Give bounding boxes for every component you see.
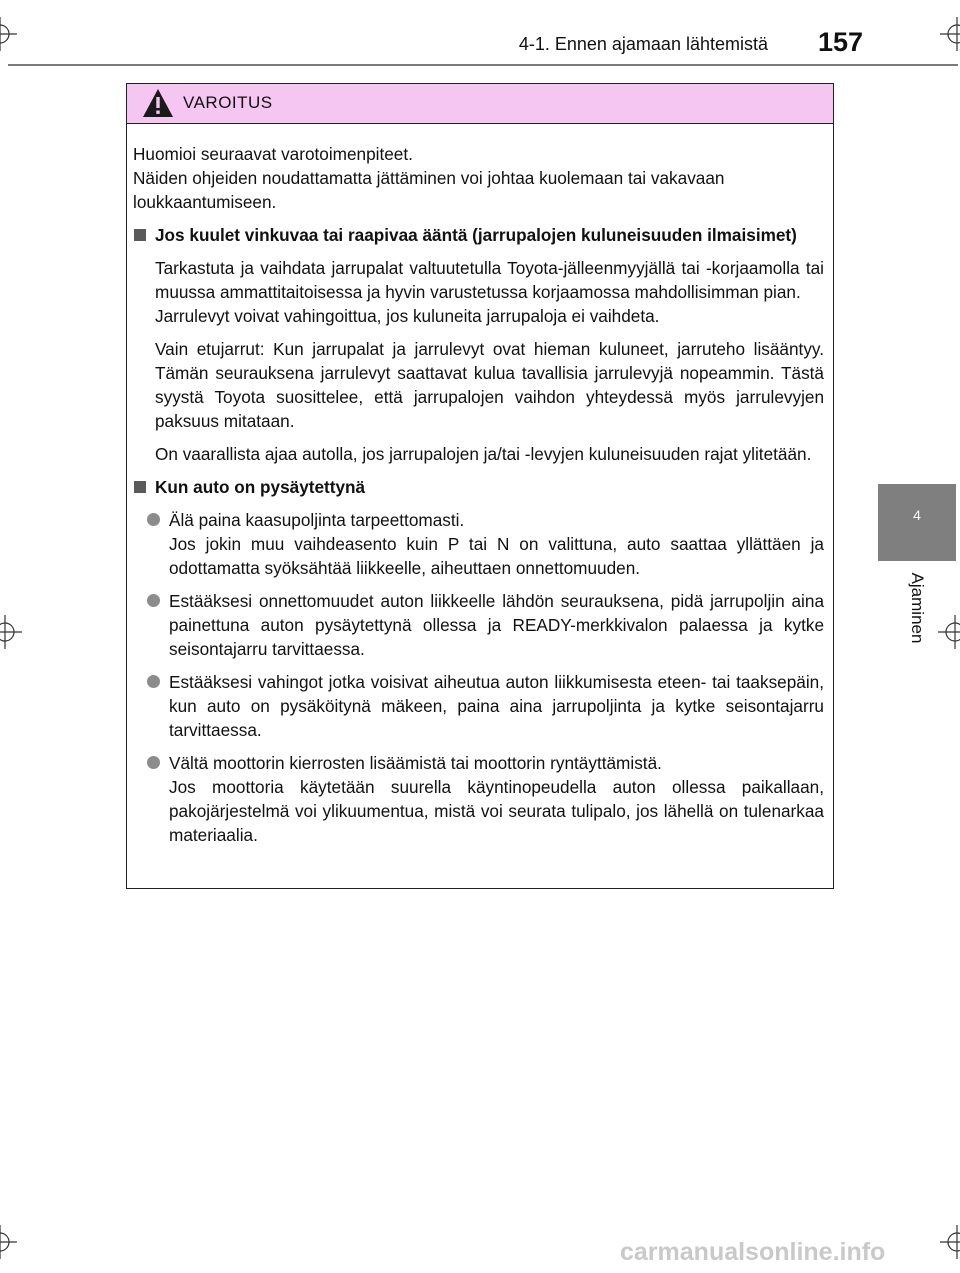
square-bullet-icon [134,481,146,493]
warning-intro [133,142,824,214]
warning-box [126,83,834,889]
intro-line-2: Näiden ohjeiden noudattamatta jättäminen voi johtaa kuolemaan tai vakavaan loukkaantumiseen. [133,168,725,212]
chapter-tab [878,484,956,561]
header-rule [8,64,958,66]
paragraph-line: Jarrulevyt voivat vahingoittua, jos kuluneita jarrupaloja ei vaihdeta. [155,306,660,326]
paragraph: Vain etujarrut: Kun jarrupalat ja jarrulevyt ovat hieman kuluneet, jarruteho lisääntyy. Tämän seurauksena jarrulevyt saattavat kulua tavallisia jarrulevyjä nopeammin. Tästä syystä Toyota suosittelee, että jarrupalojen vaihdon yhteydessä myös jarrulevyjen paksuus mitataan. [155,339,824,431]
warning-header [127,84,833,124]
list-item-line: Älä paina kaasupoljinta tarpeettomasti. [169,510,465,530]
square-bullet-icon [134,229,146,241]
warning-triangle-icon [142,88,174,118]
round-bullet-icon [147,513,160,526]
crop-mark-mid-right [938,615,960,649]
subheading-stopped [133,475,824,499]
page-header [0,0,960,66]
crop-mark-mid-left [0,615,22,649]
chapter-label: Ajaminen [908,572,927,644]
list-item [133,670,824,742]
list-item-line: Vältä moottorin kierrosten lisäämistä tai moottorin ryntäyttämistä. [169,753,662,773]
paragraph [133,256,824,328]
section-title: 4-1. Ennen ajamaan lähtemistä [518,34,768,54]
chapter-number: 4 [913,507,921,523]
page-number: 157 [818,27,864,57]
round-bullet-icon [147,756,160,769]
list-item-line: Jos moottoria käytetään suurella käyntinopeudella auton ollessa paikallaan, pakojärjestelmä voi ylikuumentua, mistä voi seurata tulipalo, jos lähellä on tulenarkaa materiaalia. [169,777,824,845]
paragraph-line: Tarkastuta ja vaihdata jarrupalat valtuutetulla Toyota-jälleenmyyjällä tai -korjaamolla tai muussa ammattitaitoisessa ja hyvin varustetussa korjaamossa mahdollisimman pian. [155,258,824,302]
subheading-text: Kun auto on pysäytettynä [155,477,366,497]
paragraph: On vaarallista ajaa autolla, jos jarrupalojen ja/tai -levyjen kuluneisuuden rajat ylitetään. [155,444,812,464]
list-item-line: Estääksesi onnettomuudet auton liikkeelle lähdön seurauksena, pidä jarrupoljin aina painettuna auton pysäytettynä ollessa ja READY-merkkivalon palaessa ja kytke seisontajarru tarvittaessa. [169,591,824,659]
watermark: carmanualsonline.info [620,1238,886,1266]
warning-title: VAROITUS [183,93,273,112]
subheading-text: Jos kuulet vinkuvaa tai raapivaa ääntä (jarrupalojen kuluneisuuden ilmaisimet) [155,225,797,245]
crop-mark-bottom-left [0,1225,17,1259]
list-item-line: Jos jokin muu vaihdeasento kuin P tai N on valittuna, auto saattaa yllättäen ja odottamatta syöksähtää liikkeelle, aiheuttaen onnettomuuden. [169,534,824,578]
crop-mark-bottom-right [940,1225,960,1259]
subheading-brake-noise [133,223,824,247]
list-item [133,508,824,580]
list-item [133,751,824,847]
list-item [133,589,824,661]
warning-body [127,124,833,847]
round-bullet-icon [147,675,160,688]
round-bullet-icon [147,594,160,607]
list-item-line: Estääksesi vahingot jotka voisivat aiheutua auton liikkumisesta eteen- tai taaksepäin, kun auto on pysäköitynä mäkeen, paina aina jarrupoljinta ja kytke seisontajarru tarvittaessa. [169,672,824,740]
intro-line-1: Huomioi seuraavat varotoimenpiteet. [133,144,413,164]
